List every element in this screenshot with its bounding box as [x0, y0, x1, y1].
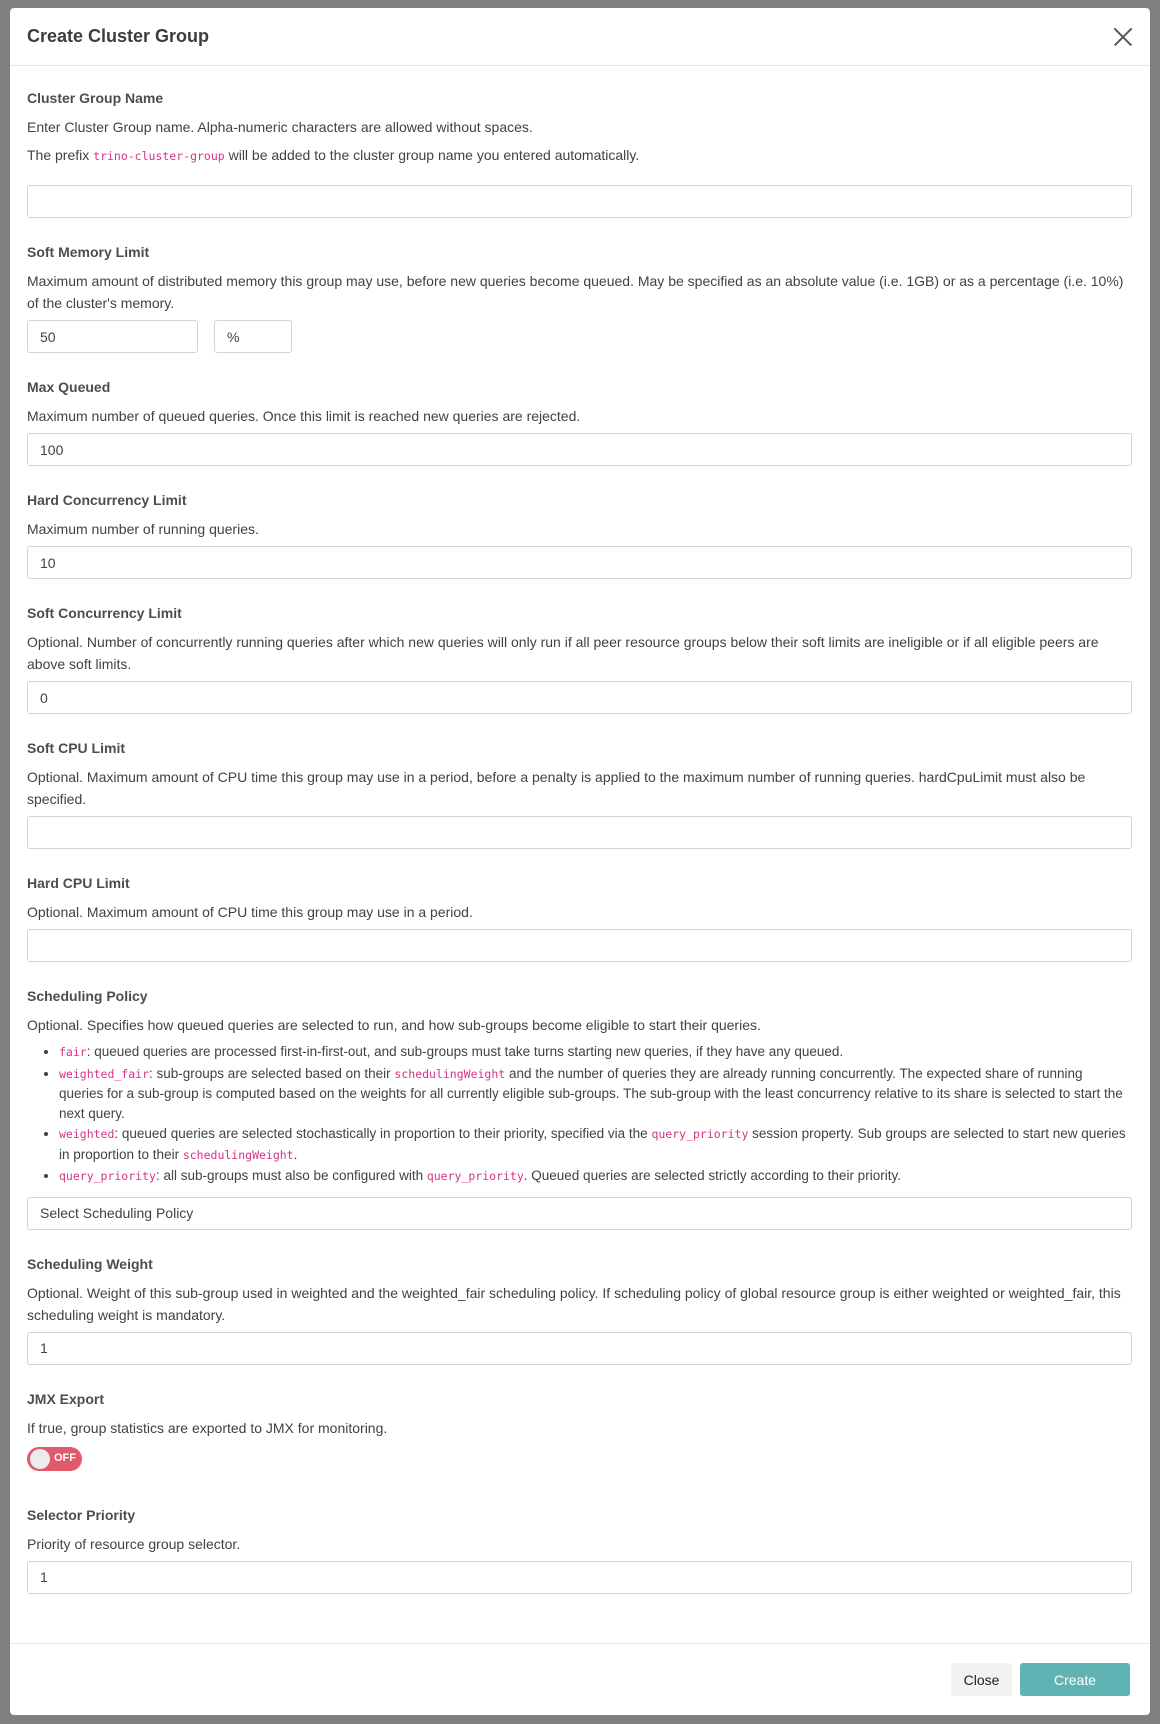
hard-cpu-limit-field: [27, 873, 1128, 962]
field-label: Selector Priority: [27, 1506, 136, 1523]
list-item: • fair: queued queries are processed first-in-first-out, and sub-groups must take turns starting new queries, if they have any queued.: [59, 1042, 1128, 1063]
close-button[interactable]: Close: [951, 1663, 1012, 1696]
modal-header: [10, 8, 1150, 66]
field-description: Optional. Specifies how queued queries are selected to run, and how sub-groups become eligible to start their queries.: [27, 1017, 761, 1033]
field-label: JMX Export: [27, 1390, 105, 1407]
close-icon[interactable]: [1112, 26, 1134, 48]
selector-priority-input[interactable]: 1: [27, 1561, 1132, 1594]
soft-memory-value-input[interactable]: 50: [27, 320, 198, 353]
modal-title: Create Cluster Group: [27, 26, 210, 46]
field-label: Max Queued: [27, 379, 111, 395]
create-cluster-group-modal: [10, 8, 1150, 1715]
field-label: Soft Memory Limit: [27, 244, 150, 260]
create-button[interactable]: Create: [1020, 1663, 1130, 1696]
toggle-knob: [30, 1449, 50, 1469]
selector-priority-field: [27, 1505, 1128, 1594]
cluster-group-name-field: [27, 88, 1128, 218]
field-description: Maximum number of running queries.: [27, 521, 259, 537]
field-description: If true, group statistics are exported to JMX for monitoring.: [27, 1419, 388, 1436]
soft-cpu-input[interactable]: [27, 816, 1132, 849]
hard-concurrency-input[interactable]: 10: [27, 546, 1132, 579]
inline-code: trino-cluster-group: [93, 149, 225, 163]
soft-concurrency-limit-field: [27, 603, 1128, 714]
field-description: Priority of resource group selector.: [27, 1535, 241, 1552]
scheduling-weight-field: [27, 1254, 1128, 1365]
max-queued-input[interactable]: 100: [27, 433, 1132, 466]
field-label: Hard Concurrency Limit: [27, 492, 187, 508]
cluster-group-name-input[interactable]: [27, 185, 1132, 218]
list-item: • weighted: queued queries are selected stochastically in proportion to their priority, specified via the query_priority session property. Sub groups are selected to start new queries in proportion to their schedulingWeight.: [59, 1124, 1128, 1165]
field-label: Soft CPU Limit: [27, 740, 125, 756]
list-item: • query_priority: all sub-groups must also be configured with query_priority. Queued queries are selected strictly according to their priority.: [59, 1166, 1128, 1187]
soft-cpu-limit-field: [27, 738, 1128, 849]
soft-memory-unit-input[interactable]: %: [214, 320, 292, 353]
field-description: Enter Cluster Group name. Alpha-numeric characters are allowed without spaces.: [27, 119, 533, 135]
hard-cpu-input[interactable]: [27, 929, 1132, 962]
list-item: • weighted_fair: sub-groups are selected based on their schedulingWeight and the number of queries they are already running concurrently. The expected share of running queries for a sub-group is computed based on the weights for all currently eligible sub-groups. The sub-group with the least concurrency relative to its share is selected to start the next query.: [59, 1064, 1128, 1124]
modal-footer: [10, 1643, 1150, 1715]
field-label: Scheduling Weight: [27, 1255, 153, 1272]
scheduling-policy-field: [27, 986, 1128, 1230]
soft-concurrency-input[interactable]: 0: [27, 681, 1132, 714]
field-label: Soft Concurrency Limit: [27, 605, 182, 621]
field-description: Optional. Number of concurrently running queries after which new queries will only run if all peer resource groups below their soft limits are ineligible or if all eligible peers are above soft limits.: [27, 634, 1099, 672]
field-description: Optional. Maximum amount of CPU time this group may use in a period, before a penalty is applied to the maximum number of running queries. hardCpuLimit must also be specified.: [27, 769, 1086, 807]
toggle-label: OFF: [54, 1451, 76, 1464]
max-queued-field: [27, 377, 1128, 466]
policy-list: [27, 1042, 1128, 1187]
field-label: Hard CPU Limit: [27, 875, 130, 891]
soft-memory-limit-field: [27, 242, 1128, 353]
field-description: Optional. Maximum amount of CPU time this group may use in a period.: [27, 904, 473, 920]
field-label: Cluster Group Name: [27, 90, 164, 106]
modal-body: [10, 66, 1150, 1594]
field-label: Scheduling Policy: [27, 988, 148, 1004]
hard-concurrency-limit-field: [27, 490, 1128, 579]
jmx-export-field: [27, 1389, 1128, 1471]
field-description: Maximum number of queued queries. Once this limit is reached new queries are rejected.: [27, 408, 581, 424]
field-description: The prefix trino-cluster-group will be added to the cluster group name you entered automatically.: [27, 147, 640, 163]
field-description: Maximum amount of distributed memory this group may use, before new queries become queued. May be specified as an absolute value (i.e. 1GB) or as a percentage (i.e. 10%) of the cluster's memory.: [27, 273, 1124, 311]
scheduling-weight-input[interactable]: 1: [27, 1332, 1132, 1365]
field-description: Optional. Weight of this sub-group used in weighted and the weighted_fair scheduling policy. If scheduling policy of global resource group is either weighted or weighted_fair, this scheduling weight is mandatory.: [27, 1284, 1121, 1323]
scheduling-policy-select[interactable]: Select Scheduling Policy: [27, 1197, 1132, 1230]
jmx-export-toggle[interactable]: [27, 1447, 82, 1471]
